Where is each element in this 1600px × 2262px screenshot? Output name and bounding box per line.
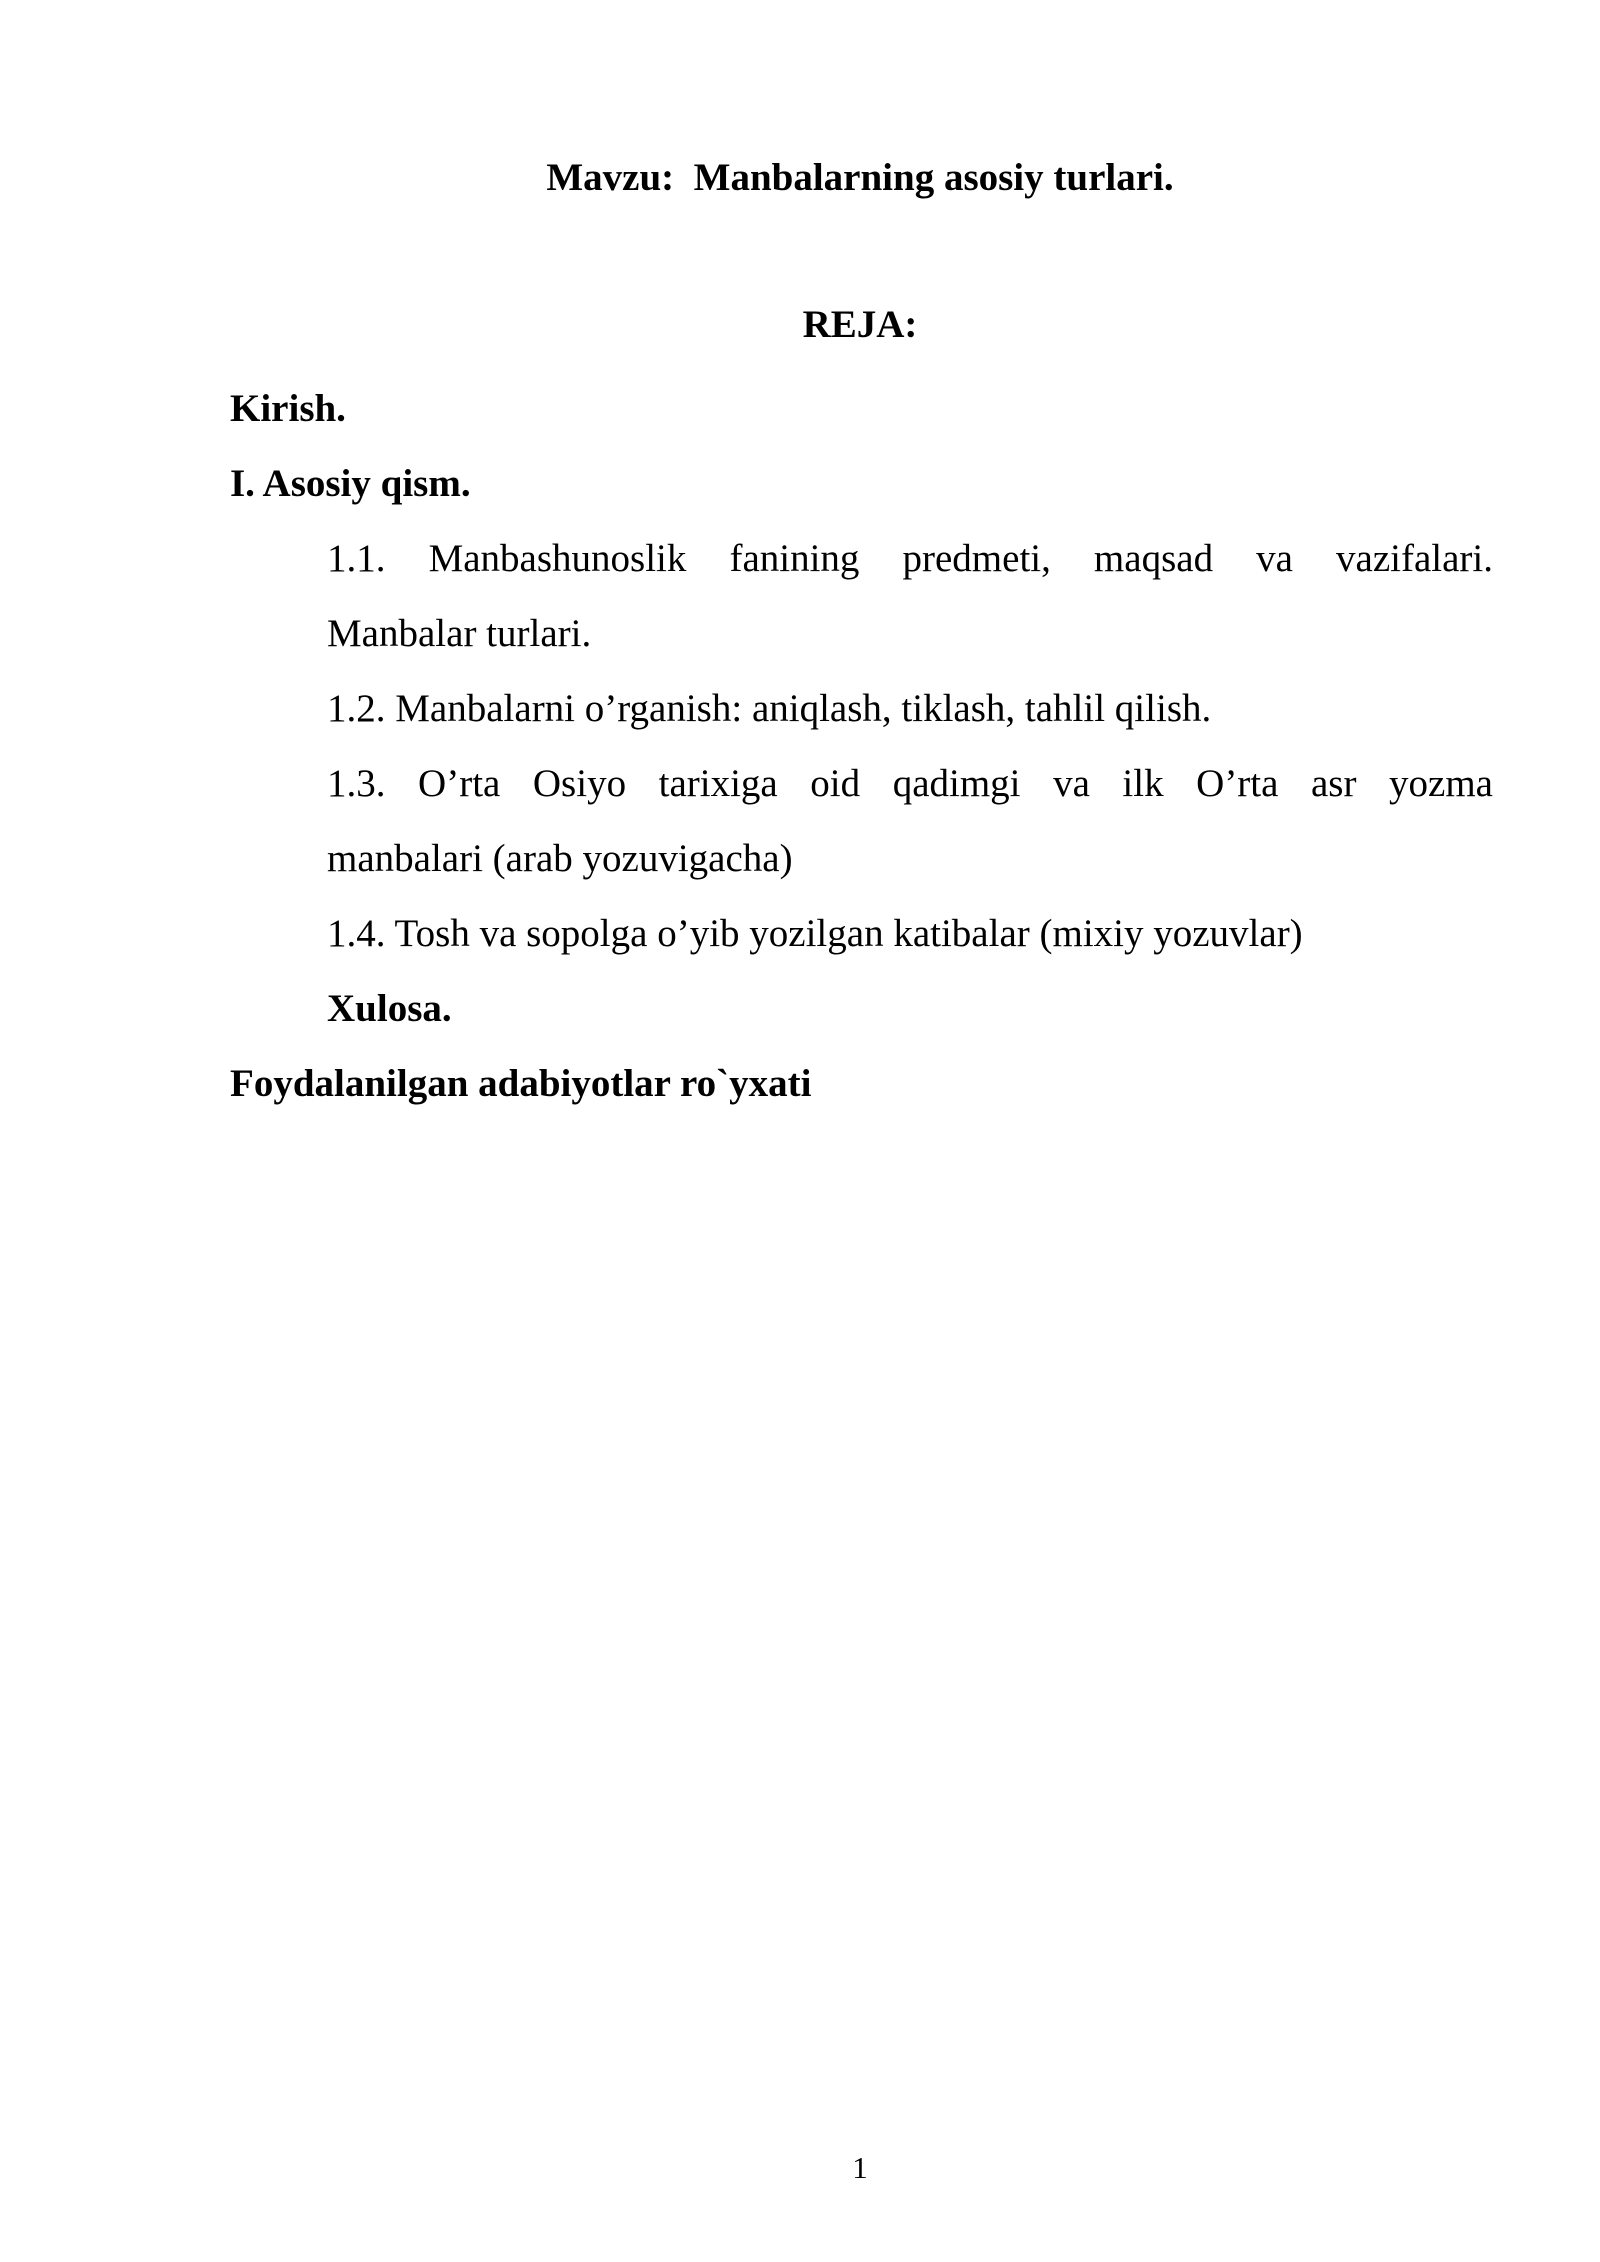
document-title: Mavzu: Manbalarning asosiy turlari.: [546, 156, 1174, 199]
plan-item-1-3-line1: 1.3. O’rta Osiyo tarixiga oid qadimgi va ilk O’rta asr yozma: [327, 762, 1493, 805]
plan-item-main-part: I. Asosiy qism.: [230, 462, 471, 505]
plan-item-1-3-line2: manbalari (arab yozuvigacha): [327, 837, 793, 880]
plan-item-conclusion: Xulosa.: [327, 987, 452, 1030]
plan-item-intro: Kirish.: [230, 387, 346, 430]
plan-item-1-4: 1.4. Tosh va sopolga o’yib yozilgan katibalar (mixiy yozuvlar): [327, 912, 1303, 955]
plan-list: [230, 371, 1493, 1121]
page-number: 1: [852, 2150, 868, 2185]
plan-item-1-1-line2: Manbalar turlari.: [327, 612, 592, 655]
plan-item-1-1-line1: 1.1. Manbashunoslik fanining predmeti, maqsad va vazifalari.: [327, 537, 1493, 580]
plan-item-1-2: 1.2. Manbalarni o’rganish: aniqlash, tiklash, tahlil qilish.: [327, 687, 1212, 730]
plan-heading: REJA:: [802, 303, 918, 346]
plan-item-references: Foydalanilgan adabiyotlar ro`yxati: [230, 1062, 812, 1105]
